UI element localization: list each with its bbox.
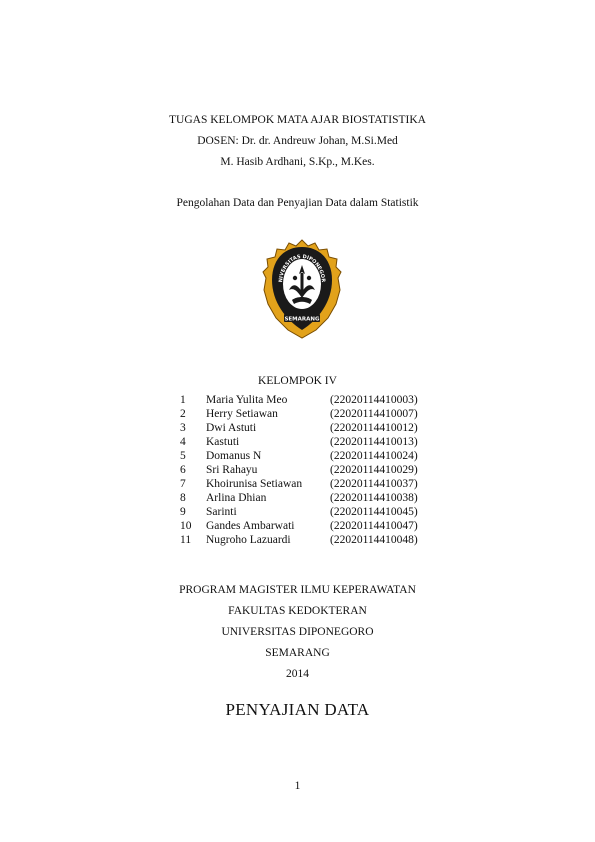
member-number: 7	[180, 478, 186, 490]
member-name: Kastuti	[206, 436, 240, 448]
member-number: 6	[180, 464, 186, 476]
year: 2014	[286, 668, 309, 680]
group-title: KELOMPOK IV	[258, 375, 337, 387]
member-name: Domanus N	[206, 450, 262, 462]
member-nim: (22020114410048)	[330, 534, 418, 546]
member-number: 5	[180, 450, 186, 462]
member-nim: (22020114410038)	[330, 492, 418, 504]
member-name: Maria Yulita Meo	[206, 394, 288, 406]
lecturer-line-2: M. Hasib Ardhani, S.Kp., M.Kes.	[220, 156, 375, 168]
member-number: 9	[180, 506, 186, 518]
university-name: UNIVERSITAS DIPONEGORO	[221, 626, 374, 638]
member-number: 2	[180, 408, 186, 420]
member-number: 8	[180, 492, 186, 504]
lecturer-line-1: DOSEN: Dr. dr. Andreuw Johan, M.Si.Med	[197, 135, 398, 147]
member-name: Nugroho Lazuardi	[206, 534, 291, 546]
member-nim: (22020114410024)	[330, 450, 418, 462]
emblem-top-text: NIVERSITAS DIPONEGOR	[277, 253, 326, 283]
member-nim: (22020114410029)	[330, 464, 418, 476]
faculty-name: FAKULTAS KEDOKTERAN	[228, 605, 367, 617]
member-name: Herry Setiawan	[206, 408, 278, 420]
section-title: PENYAJIAN DATA	[225, 700, 370, 719]
member-number: 11	[180, 534, 192, 546]
member-number: 10	[180, 520, 192, 532]
program-name: PROGRAM MAGISTER ILMU KEPERAWATAN	[179, 584, 416, 596]
emblem-bottom-text: SEMARANG	[284, 316, 320, 323]
member-nim: (22020114410003)	[330, 394, 418, 406]
member-nim: (22020114410045)	[330, 506, 418, 518]
member-nim: (22020114410047)	[330, 520, 418, 532]
member-name: Khoirunisa Setiawan	[206, 478, 303, 490]
topic-title: Pengolahan Data dan Penyajian Data dalam Statistik	[176, 197, 419, 209]
member-number: 4	[180, 436, 186, 448]
member-nim: (22020114410012)	[330, 422, 418, 434]
member-name: Gandes Ambarwati	[206, 520, 295, 532]
universitas-diponegoro-emblem-icon	[262, 238, 342, 340]
member-name: Sri Rahayu	[206, 464, 258, 476]
member-nim: (22020114410013)	[330, 436, 418, 448]
member-number: 3	[180, 422, 186, 434]
member-name: Sarinti	[206, 506, 237, 518]
page-number: 1	[294, 780, 301, 792]
member-nim: (22020114410037)	[330, 478, 418, 490]
course-title: TUGAS KELOMPOK MATA AJAR BIOSTATISTIKA	[169, 114, 426, 126]
member-name: Dwi Astuti	[206, 422, 257, 434]
member-name: Arlina Dhian	[206, 492, 267, 504]
member-number: 1	[180, 394, 186, 406]
member-nim: (22020114410007)	[330, 408, 418, 420]
city-name: SEMARANG	[265, 647, 330, 659]
